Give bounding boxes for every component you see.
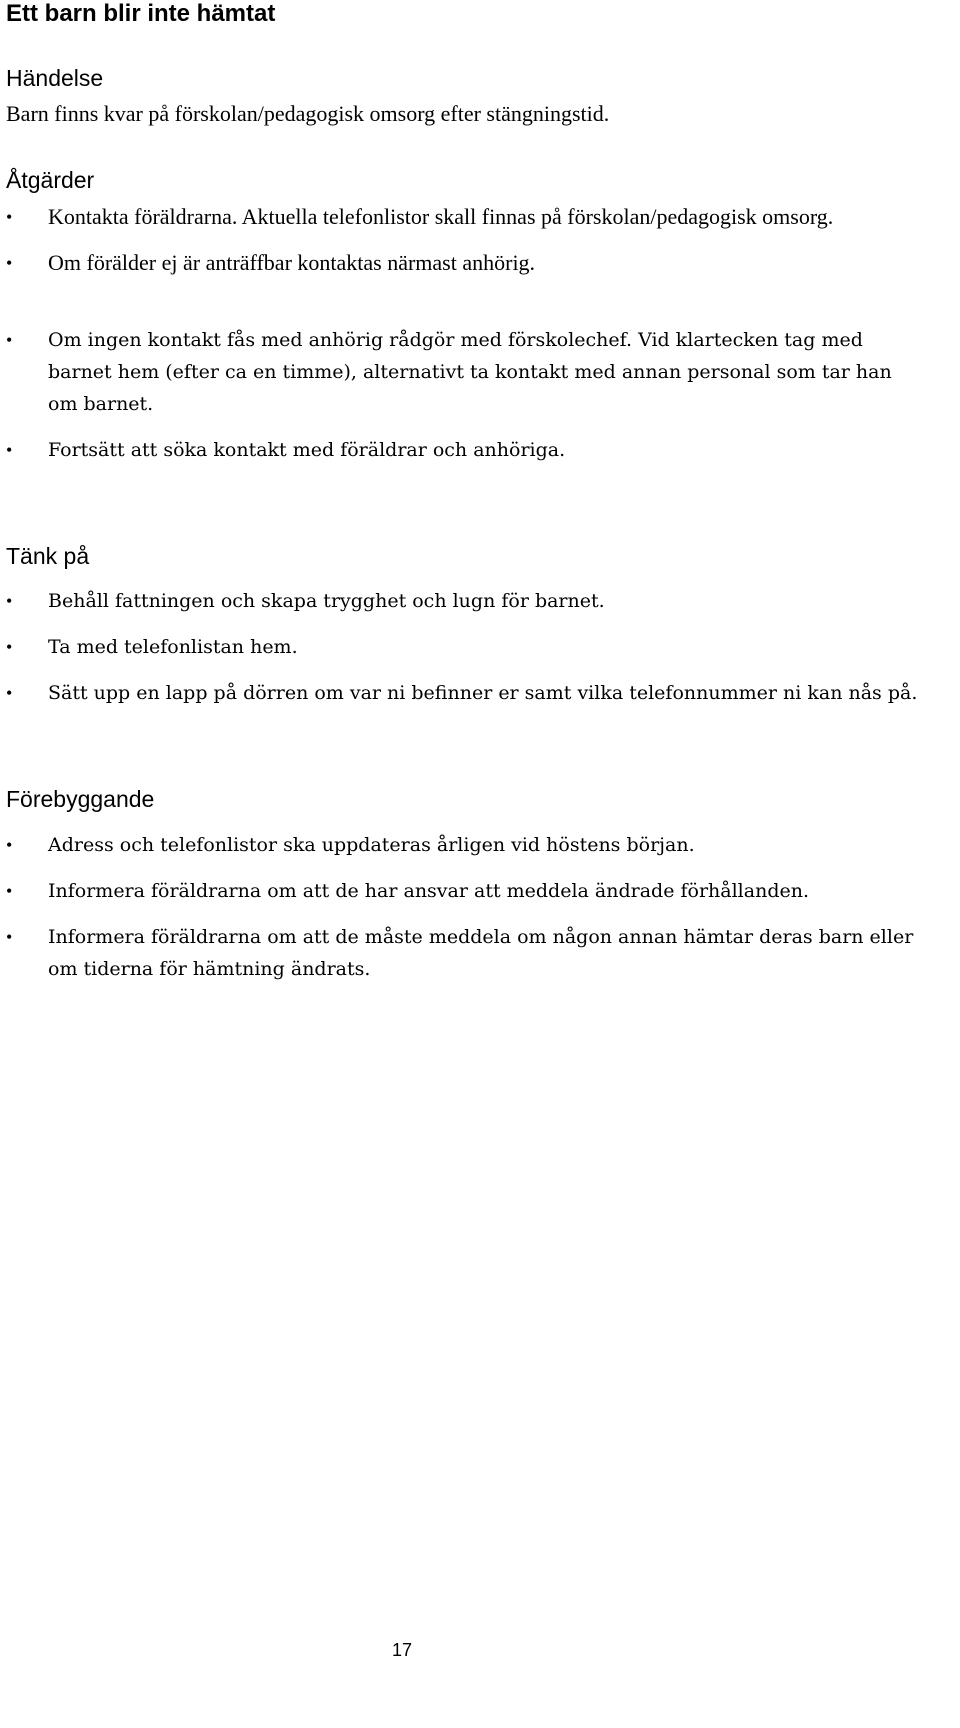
list-item [6,677,948,709]
bullet-icon: • [6,440,13,460]
atgarder-list-continued [6,324,946,466]
list-item [6,434,946,466]
list-item-text: Ta med telefonlistan hem. [48,636,298,658]
list-item [6,585,946,617]
heading-tank-pa: Tänk på [6,543,90,569]
tank-pa-list [6,585,946,709]
list-item [6,324,898,420]
bullet-icon: • [6,637,13,657]
list-item [6,247,946,279]
bullet-icon: • [6,253,13,273]
heading-atgarder: Åtgärder [6,167,95,193]
page-number: 17 [392,1640,413,1660]
list-item-text: Behåll fattningen och skapa trygghet och lugn för barnet. [48,590,605,612]
list-item [6,829,946,861]
bullet-icon: • [6,591,13,611]
atgarder-list [6,201,946,279]
list-item [6,631,946,663]
bullet-icon: • [6,683,13,703]
list-item-text: Informera föräldrarna om att de måste meddela om någon annan hämtar deras barn eller om tiderna för hämtning ändrats. [48,926,914,980]
bullet-icon: • [6,207,13,227]
list-item-text: Adress och telefonlistor ska uppdateras årligen vid höstens början. [48,834,695,856]
list-item [6,201,878,233]
list-item-text: Informera föräldrarna om att de har ansvar att meddela ändrade förhållanden. [48,880,810,902]
list-item [6,875,946,907]
list-item-text: Om ingen kontakt fås med anhörig rådgör med förskolechef. Vid klartecken tag med barnet hem (efter ca en timme), alternativt ta kontakt med annan personal som tar han om barnet. [48,329,892,415]
forebyggande-list [6,829,946,985]
list-item [6,921,928,985]
list-item-text: Sätt upp en lapp på dörren om var ni befinner er samt vilka telefonnummer ni kan nås på. [48,682,918,704]
bullet-icon: • [6,927,13,947]
list-item-text: Kontakta föräldrarna. Aktuella telefonlistor skall finnas på förskolan/pedagogisk omsorg. [48,204,834,229]
bullet-icon: • [6,881,13,901]
heading-forebyggande: Förebyggande [6,786,155,812]
bullet-icon: • [6,835,13,855]
heading-handelse: Händelse [6,65,104,91]
list-item-text: Fortsätt att söka kontakt med föräldrar och anhöriga. [48,439,566,461]
page-title: Ett barn blir inte hämtat [6,0,276,27]
bullet-icon: • [6,330,13,350]
list-item-text: Om förälder ej är anträffbar kontaktas närmast anhörig. [48,250,536,275]
handelse-text: Barn finns kvar på förskolan/pedagogisk omsorg efter stängningstid. [6,101,610,126]
